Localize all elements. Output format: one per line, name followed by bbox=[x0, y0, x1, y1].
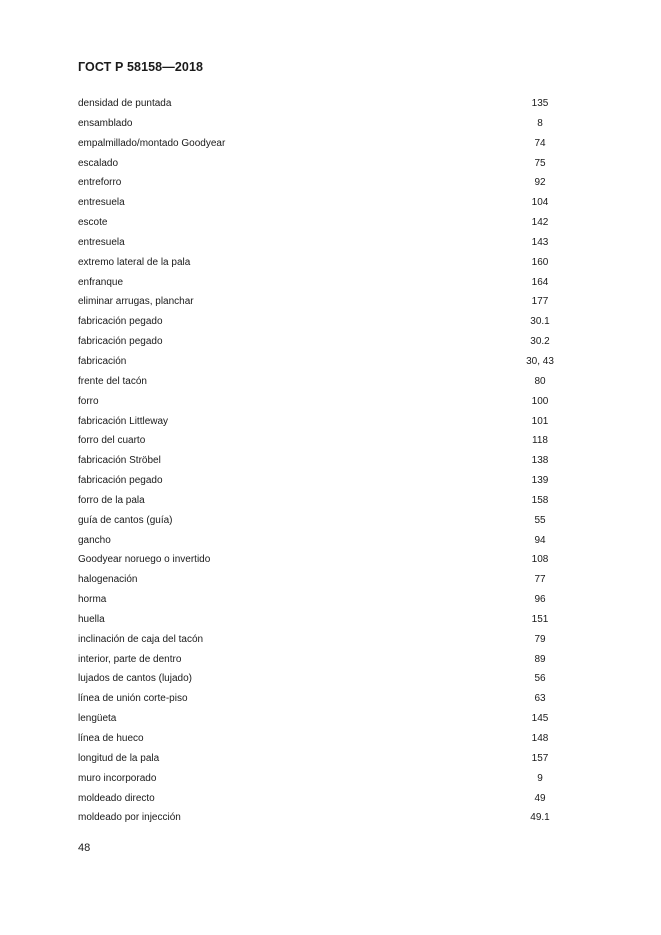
index-entry-term: entresuela bbox=[78, 236, 125, 248]
index-entry-ref: 89 bbox=[534, 653, 546, 665]
index-entry-term: guía de cantos (guía) bbox=[78, 514, 173, 526]
index-entry-ref: 142 bbox=[531, 217, 549, 229]
index-entry-ref: 101 bbox=[531, 415, 549, 427]
index-entry-term: enfranque bbox=[78, 276, 124, 288]
index-entry-ref: 30, 43 bbox=[526, 355, 554, 367]
index-entry bbox=[78, 531, 570, 551]
index-entry bbox=[78, 590, 570, 610]
index-entry-ref: 75 bbox=[534, 157, 546, 169]
index-entry bbox=[78, 193, 570, 213]
index-entry-term: escalado bbox=[78, 157, 119, 169]
index-entry bbox=[78, 134, 570, 154]
index-entry-ref: 104 bbox=[531, 197, 549, 209]
index-entry bbox=[78, 173, 570, 193]
index-entry-term: lengüeta bbox=[78, 713, 117, 725]
index-entry-term: densidad de puntada bbox=[78, 98, 172, 109]
index-entry bbox=[78, 669, 570, 689]
index-entry bbox=[78, 511, 570, 531]
index-entry bbox=[78, 352, 570, 372]
index-entry-ref: 139 bbox=[531, 475, 549, 487]
index-entry-ref: 138 bbox=[531, 455, 549, 467]
index-entry bbox=[78, 451, 570, 471]
index-entry bbox=[78, 709, 570, 729]
index-entry bbox=[78, 154, 570, 174]
index-entry-term: fabricación Littleway bbox=[78, 415, 169, 427]
term-index-list bbox=[78, 94, 570, 828]
index-entry-ref: 92 bbox=[534, 177, 546, 189]
index-entry-ref: 164 bbox=[531, 276, 549, 288]
index-entry-term: extremo lateral de la pala bbox=[78, 256, 191, 268]
index-entry-term: línea de unión corte-piso bbox=[78, 693, 188, 705]
index-entry-term: fabricación pegado bbox=[78, 336, 163, 348]
index-entry bbox=[78, 789, 570, 809]
index-entry-ref: 9 bbox=[537, 772, 543, 784]
index-entry bbox=[78, 630, 570, 650]
index-entry-term: Goodyear noruego o invertido bbox=[78, 554, 211, 566]
document-header-title: ГОСТ Р 58158—2018 bbox=[78, 60, 204, 74]
index-entry bbox=[78, 292, 570, 312]
index-entry-term: longitud de la pala bbox=[78, 752, 160, 764]
index-entry-ref: 177 bbox=[531, 296, 549, 308]
index-entry-term: forro de la pala bbox=[78, 494, 145, 506]
index-entry-ref: 49 bbox=[534, 792, 546, 804]
index-entry bbox=[78, 689, 570, 709]
index-entry-term: fabricación pegado bbox=[78, 316, 163, 328]
index-entry bbox=[78, 392, 570, 412]
index-entry bbox=[78, 749, 570, 769]
index-entry-term: fabricación bbox=[78, 355, 127, 367]
index-entry-ref: 158 bbox=[531, 494, 549, 506]
index-entry-ref: 157 bbox=[531, 752, 549, 764]
index-entry bbox=[78, 431, 570, 451]
index-entry-ref: 94 bbox=[534, 534, 546, 546]
index-entry-term: fabricación Ströbel bbox=[78, 455, 161, 467]
index-entry bbox=[78, 491, 570, 511]
index-entry bbox=[78, 94, 570, 114]
index-entry-ref: 145 bbox=[531, 713, 549, 725]
index-entry bbox=[78, 729, 570, 749]
index-entry-ref: 143 bbox=[531, 236, 549, 248]
index-entry-term: entreforro bbox=[78, 177, 122, 189]
index-entry-term: forro del cuarto bbox=[78, 435, 146, 447]
index-entry-term: eliminar arrugas, planchar bbox=[78, 296, 194, 308]
index-entry-ref: 100 bbox=[531, 395, 549, 407]
index-entry bbox=[78, 312, 570, 332]
index-entry bbox=[78, 332, 570, 352]
index-entry-ref: 30.1 bbox=[530, 316, 550, 328]
index-entry-term: empalmillado/montado Goodyear bbox=[78, 137, 226, 149]
index-entry-term: gancho bbox=[78, 534, 111, 546]
index-entry-ref: 56 bbox=[534, 673, 546, 685]
index-entry-ref: 63 bbox=[534, 693, 546, 705]
index-entry-ref: 118 bbox=[532, 435, 548, 447]
index-entry-ref: 8 bbox=[537, 117, 543, 129]
index-entry-term: moldeado directo bbox=[78, 792, 155, 804]
index-entry-term: fabricación pegado bbox=[78, 475, 163, 487]
page-number: 48 bbox=[78, 842, 91, 854]
index-entry-term: lujados de cantos (lujado) bbox=[78, 673, 192, 685]
index-entry bbox=[78, 570, 570, 590]
index-entry bbox=[78, 610, 570, 630]
index-entry bbox=[78, 808, 570, 828]
index-entry-ref: 80 bbox=[534, 375, 546, 387]
index-entry-ref: 74 bbox=[534, 137, 546, 149]
index-entry-ref: 160 bbox=[531, 256, 549, 268]
index-entry bbox=[78, 213, 570, 233]
index-entry bbox=[78, 412, 570, 432]
index-entry-term: inclinación de caja del tacón bbox=[78, 633, 204, 645]
index-entry-term: moldeado por injección bbox=[78, 812, 181, 824]
index-entry-term: muro incorporado bbox=[78, 772, 157, 784]
index-entry bbox=[78, 253, 570, 273]
index-entry bbox=[78, 273, 570, 293]
index-entry bbox=[78, 114, 570, 134]
index-entry-term: línea de hueco bbox=[78, 733, 144, 744]
index-entry-ref: 108 bbox=[531, 554, 549, 566]
index-entry-ref: 79 bbox=[534, 633, 546, 645]
index-entry-term: entresuela bbox=[78, 197, 125, 209]
index-entry-ref: 55 bbox=[534, 514, 546, 526]
index-entry bbox=[78, 233, 570, 253]
index-entry bbox=[78, 372, 570, 392]
index-entry-term: escote bbox=[78, 217, 108, 229]
index-entry-ref: 49.1 bbox=[530, 812, 550, 824]
index-entry bbox=[78, 550, 570, 570]
index-entry-term: halogenación bbox=[78, 574, 138, 586]
index-entry-term: interior, parte de dentro bbox=[78, 653, 182, 665]
index-entry-term: horma bbox=[78, 594, 107, 606]
index-entry-ref: 30.2 bbox=[530, 336, 550, 348]
index-entry bbox=[78, 769, 570, 789]
index-entry-ref: 96 bbox=[534, 594, 546, 606]
index-entry-term: ensamblado bbox=[78, 117, 133, 129]
index-entry-ref: 151 bbox=[531, 613, 549, 625]
index-entry-ref: 135 bbox=[531, 98, 549, 109]
index-entry-term: frente del tacón bbox=[78, 375, 147, 387]
index-entry-term: huella bbox=[78, 613, 105, 625]
index-entry-ref: 148 bbox=[531, 733, 549, 744]
index-entry bbox=[78, 650, 570, 670]
index-entry-ref: 77 bbox=[534, 574, 546, 586]
index-entry-term: forro bbox=[78, 395, 99, 407]
index-entry bbox=[78, 471, 570, 491]
